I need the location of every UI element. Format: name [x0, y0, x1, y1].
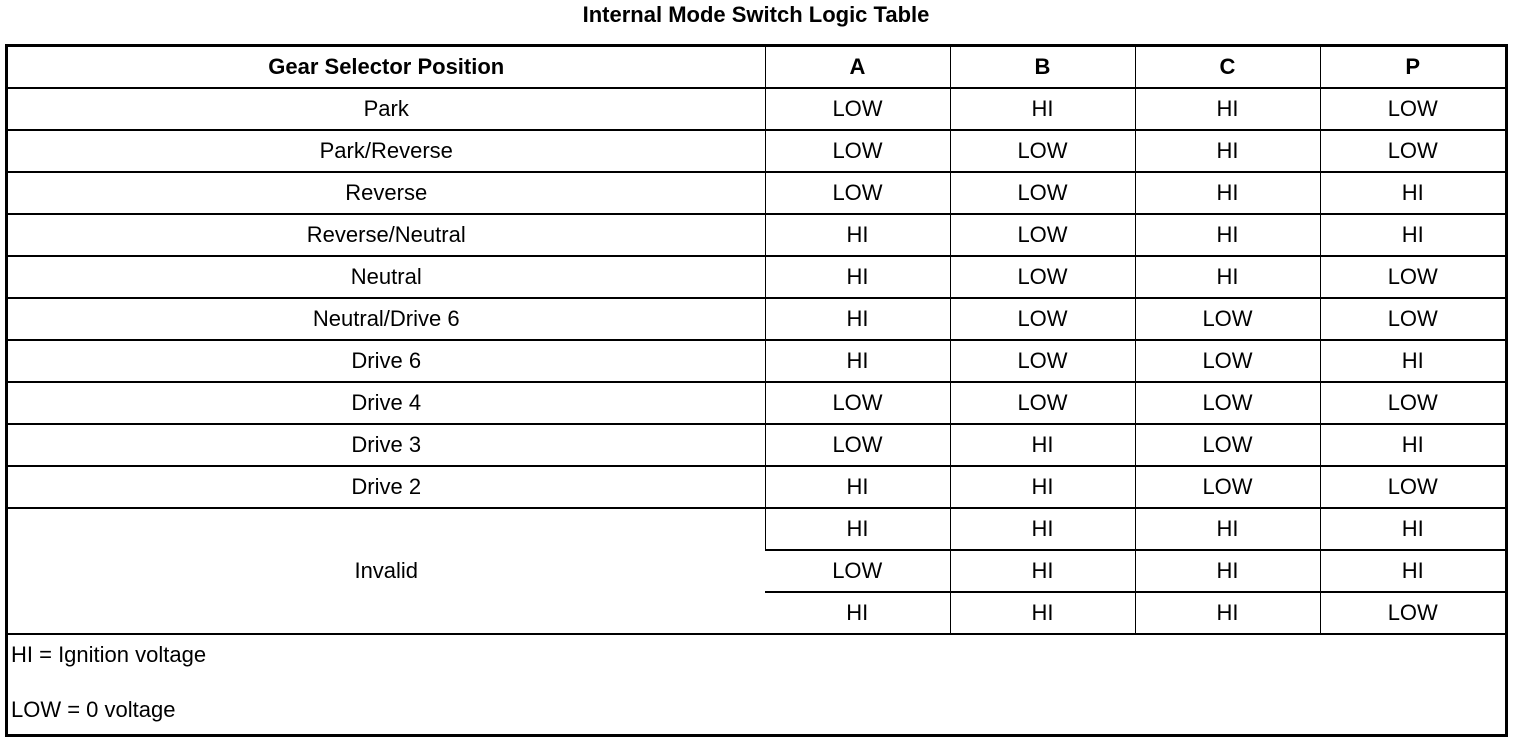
signal-p-cell: HI [1320, 424, 1505, 466]
signal-a-cell: LOW [765, 88, 950, 130]
gear-position-cell-invalid: Invalid [8, 508, 765, 634]
signal-p-cell: LOW [1320, 592, 1505, 634]
signal-c-cell: LOW [1135, 340, 1320, 382]
signal-c-cell: LOW [1135, 298, 1320, 340]
gear-position-cell: Drive 6 [8, 340, 765, 382]
gear-position-cell: Neutral/Drive 6 [8, 298, 765, 340]
signal-b-cell: HI [950, 550, 1135, 592]
signal-a-cell: HI [765, 256, 950, 298]
gear-position-cell: Drive 4 [8, 382, 765, 424]
legend-low: LOW = 0 voltage [11, 697, 176, 722]
signal-a-cell: LOW [765, 130, 950, 172]
signal-p-cell: HI [1320, 340, 1505, 382]
header-c: C [1135, 47, 1320, 88]
table-row [8, 340, 1505, 382]
signal-p-cell: LOW [1320, 256, 1505, 298]
legend [11, 641, 1501, 724]
signal-c-cell: HI [1135, 550, 1320, 592]
signal-a-cell: HI [765, 508, 950, 550]
gear-position-cell: Park/Reverse [8, 130, 765, 172]
signal-c-cell: HI [1135, 256, 1320, 298]
signal-b-cell: LOW [950, 130, 1135, 172]
table-row [8, 214, 1505, 256]
gear-position-cell: Drive 3 [8, 424, 765, 466]
signal-b-cell: HI [950, 424, 1135, 466]
signal-b-cell: HI [950, 592, 1135, 634]
signal-c-cell: HI [1135, 172, 1320, 214]
signal-a-cell: HI [765, 340, 950, 382]
signal-b-cell: LOW [950, 382, 1135, 424]
signal-b-cell: HI [950, 88, 1135, 130]
signal-p-cell: HI [1320, 172, 1505, 214]
signal-b-cell: LOW [950, 340, 1135, 382]
signal-p-cell: HI [1320, 508, 1505, 550]
logic-table-frame [5, 44, 1508, 737]
header-p: P [1320, 47, 1505, 88]
signal-b-cell: LOW [950, 214, 1135, 256]
signal-a-cell: LOW [765, 550, 950, 592]
signal-c-cell: HI [1135, 214, 1320, 256]
legend-hi: HI = Ignition voltage [11, 642, 207, 667]
signal-c-cell: HI [1135, 592, 1320, 634]
signal-c-cell: HI [1135, 130, 1320, 172]
table-row [8, 424, 1505, 466]
signal-p-cell: LOW [1320, 382, 1505, 424]
signal-c-cell: LOW [1135, 382, 1320, 424]
header-row [8, 47, 1505, 88]
signal-a-cell: LOW [765, 382, 950, 424]
signal-c-cell: LOW [1135, 424, 1320, 466]
signal-p-cell: HI [1320, 214, 1505, 256]
header-gear-selector-position: Gear Selector Position [268, 54, 505, 79]
table-row [8, 88, 1505, 130]
signal-p-cell: LOW [1320, 88, 1505, 130]
table-row [8, 382, 1505, 424]
logic-table [8, 47, 1505, 635]
signal-a-cell: HI [765, 298, 950, 340]
signal-a-cell: HI [765, 466, 950, 508]
table-row [8, 466, 1505, 508]
signal-b-cell: LOW [950, 172, 1135, 214]
signal-b-cell: HI [950, 466, 1135, 508]
signal-c-cell: LOW [1135, 466, 1320, 508]
signal-b-cell: LOW [950, 298, 1135, 340]
header-a: A [765, 47, 950, 88]
signal-p-cell: LOW [1320, 466, 1505, 508]
signal-a-cell: HI [765, 214, 950, 256]
table-row [8, 508, 1505, 550]
table-row [8, 172, 1505, 214]
table-title: Internal Mode Switch Logic Table [582, 2, 930, 27]
gear-position-cell: Reverse/Neutral [8, 214, 765, 256]
signal-p-cell: LOW [1320, 130, 1505, 172]
gear-position-cell: Neutral [8, 256, 765, 298]
signal-a-cell: LOW [765, 424, 950, 466]
signal-a-cell: LOW [765, 172, 950, 214]
table-row [8, 130, 1505, 172]
signal-p-cell: HI [1320, 550, 1505, 592]
signal-c-cell: HI [1135, 88, 1320, 130]
gear-position-cell: Reverse [8, 172, 765, 214]
header-b: B [950, 47, 1135, 88]
gear-position-cell: Drive 2 [8, 466, 765, 508]
signal-a-cell: HI [765, 592, 950, 634]
table-row [8, 298, 1505, 340]
signal-p-cell: LOW [1320, 298, 1505, 340]
table-row [8, 256, 1505, 298]
signal-b-cell: LOW [950, 256, 1135, 298]
signal-c-cell: HI [1135, 508, 1320, 550]
gear-position-cell: Park [8, 88, 765, 130]
signal-b-cell: HI [950, 508, 1135, 550]
